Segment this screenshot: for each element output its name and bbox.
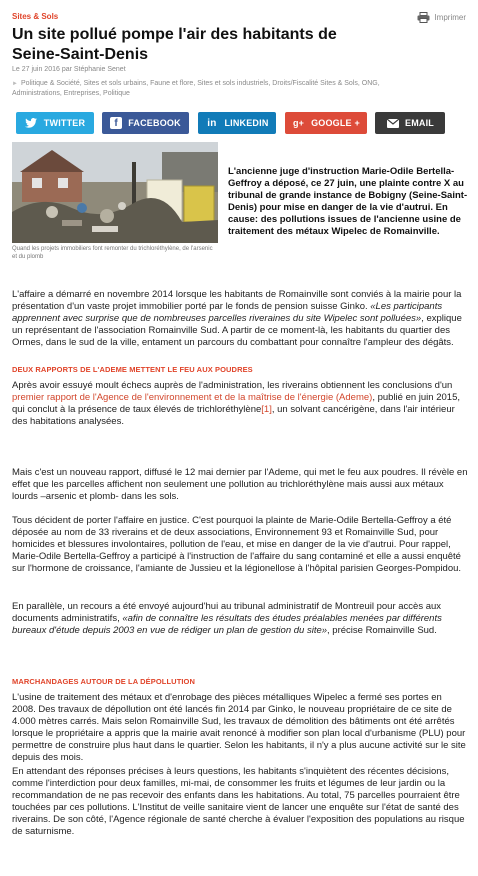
paragraph-2-text-c: , un solvant cancérigène, dans l'air intérieur des habitations analysées. [12,404,455,428]
paragraph-1-text-b: , explique un représentant de l'association Romainville Sud. A partir de ce moment-là, les habitants du quartier des Ormes, dans le sud de la ville, entament un parcours du combattant pour connaître l'ampleur des dégâts. [12,313,462,349]
paragraph-1 [12,289,468,349]
footnote-link[interactable]: [1] [261,404,272,416]
print-button[interactable] [417,12,466,23]
share-facebook-button[interactable] [102,112,189,134]
section-heading-ademe: DEUX RAPPORTS DE L'ADEME METTENT LE FEU AUX POUDRES [12,365,253,374]
tags-arrow-icon: ► [12,81,18,87]
paragraph-6: L'usine de traitement des métaux et d'enrobage des pièces métalliques Wipelec a fermé ses portes en 2008. Des travaux de dépollution ont été lancés fin 2014 par Ginko, le nouveau propriétaire de ce site de 4.000 mètres carrés. Mais selon Romainville Sud, les travaux de démolition des bâtiments ont été arrêtés lorsque le propriétaire a appris que la mairie avait renoncé à modifier son plan local d'urbanisme (PLU) pour permettre de construire plus haut dans le quartier. Selon les habitants, il n'y a plus aucune activité sur le site depuis des mois. [12,692,466,764]
tags-text[interactable]: Politique & Société, Sites et sols urbains, Faune et flore, Sites et sols industriels, Droits/Fiscalité Sites & Sols, ONG, Administrations, Entreprises, Politique [12,80,380,97]
paragraph-1-text-a: L'affaire a démarré en novembre 2014 lorsque les habitants de Romainville sont conviés à la mairie pour la présentation d'un vaste projet immobilier porté par le fonds de pension suisse Ginko. [12,289,462,313]
paragraph-5 [12,601,468,637]
share-email-button[interactable] [375,112,445,134]
article-lead: L'ancienne juge d'instruction Marie-Odile Bertella-Geffroy a déposé, ce 27 juin, une plainte contre X au tribunal de grande instance de Bobigny (Seine-Saint-Denis) pour mise en danger de la vie d'autrui. En cause: des pollutions issues de l'ancienne usine de traitement des métaux Wipelec de Romainville. [228,166,468,237]
envelope-icon [386,117,399,130]
section-heading-depollution: MARCHANDAGES AUTOUR DE LA DÉPOLLUTION [12,677,196,686]
share-linkedin-button[interactable] [198,112,276,134]
category-link[interactable]: Sites & Sols [12,12,59,21]
paragraph-2 [12,380,468,428]
print-label: Imprimer [434,13,466,22]
paragraph-5-quote: «afin de connaître les résultats des études préalables menées par différents bureaux d'étude depuis 2003 en vue de rédiger un plan de gestion du site» [12,613,442,637]
article-title: Un site pollué pompe l'air des habitants de Seine-Saint-Denis [12,26,337,63]
twitter-label: TWITTER [43,118,86,128]
share-twitter-button[interactable] [16,112,94,134]
paragraph-5-text-a: En parallèle, un recours a été envoyé aujourd'hui au tribunal administratif de Montreuil pour accès aux documents administratifs, [12,601,442,625]
paragraph-5-text-b: , précise Romainville Sud. [327,625,437,637]
twitter-icon [25,117,38,130]
paragraph-1-quote: «Les participants apprennent avec surprise que de nombreuses parcelles riveraines du site Wipelec sont polluées» [12,301,443,325]
paragraph-2-text-b: , publié en juin 2015, qui conclut à la présence de taux élevés de trichloréthylène [12,392,460,416]
byline: Le 27 juin 2016 par Stéphanie Senet [12,66,126,73]
facebook-label: FACEBOOK [128,118,181,128]
linkedin-icon: in [207,117,217,129]
article-photo [12,142,218,243]
linkedin-label: LINKEDIN [224,118,269,128]
email-label: EMAIL [405,118,434,128]
paragraph-4: Tous décident de porter l'affaire en justice. C'est pourquoi la plainte de Marie-Odile Bertella-Geffroy a été déposée au nom de 33 riverains et de deux associations, Environnement 93 et Romainville Sud, pour homicides et blessures involontaires, pollution de l'eau, et mise en danger de la vie d'autrui. Pour rappel, Marie-Odile Bertella-Geffroy a participé à l'instruction de l'affaire du sang contaminé et elle a aussi enquêté sur l'hormone de croissance, l'amiante de Jussieu et la légionellose à l'hôpital parisien Georges-Pompidou. [12,515,462,575]
paragraph-2-text-a: Après avoir essuyé moult échecs auprès de l'administration, les riverains obtiennent les conclusions d'un [12,380,453,391]
google-plus-label: GOOGLE + [311,118,360,128]
paragraph-3: Mais c'est un nouveau rapport, diffusé le 12 mai dernier par l'Ademe, qui met le feu aux poudres. Il révèle en effet que les parcelles affichent non seulement une pollution au trichloréthylène mais aussi aux métaux lourds –arsenic et plomb- dans les sols. [12,467,468,503]
ademe-report-link[interactable]: premier rapport de l'Agence de l'environnement et de la maîtrise de l'énergie (Ademe) [12,392,373,404]
tag-list[interactable] [12,79,412,98]
paragraph-7: En attendant des réponses précises à leurs questions, les habitants s'inquiètent des récentes décisions, comme l'interdiction pour deux familles, mi-mai, de consommer les fruits et légumes de leur jardin ou la recommandation de ne pas recevoir des enfants dans les habitations. Au total, 75 parcelles pourraient être touchées par ces pollutions. L'Institut de veille sanitaire vient de lancer une enquête sur l'état de santé des riverains. De son côté, l'Agence régionale de santé cherche à évaluer l'exposition des populations au risque de saturnisme. [12,766,465,838]
photo-caption: Quand les projets immobiliers font remonter du trichloréthylène, de l'arsenic et du plomb [12,246,213,260]
printer-icon [417,12,430,23]
share-google-plus-button[interactable] [285,112,367,134]
facebook-icon: f [110,117,122,129]
google-plus-icon: g+ [292,118,305,128]
